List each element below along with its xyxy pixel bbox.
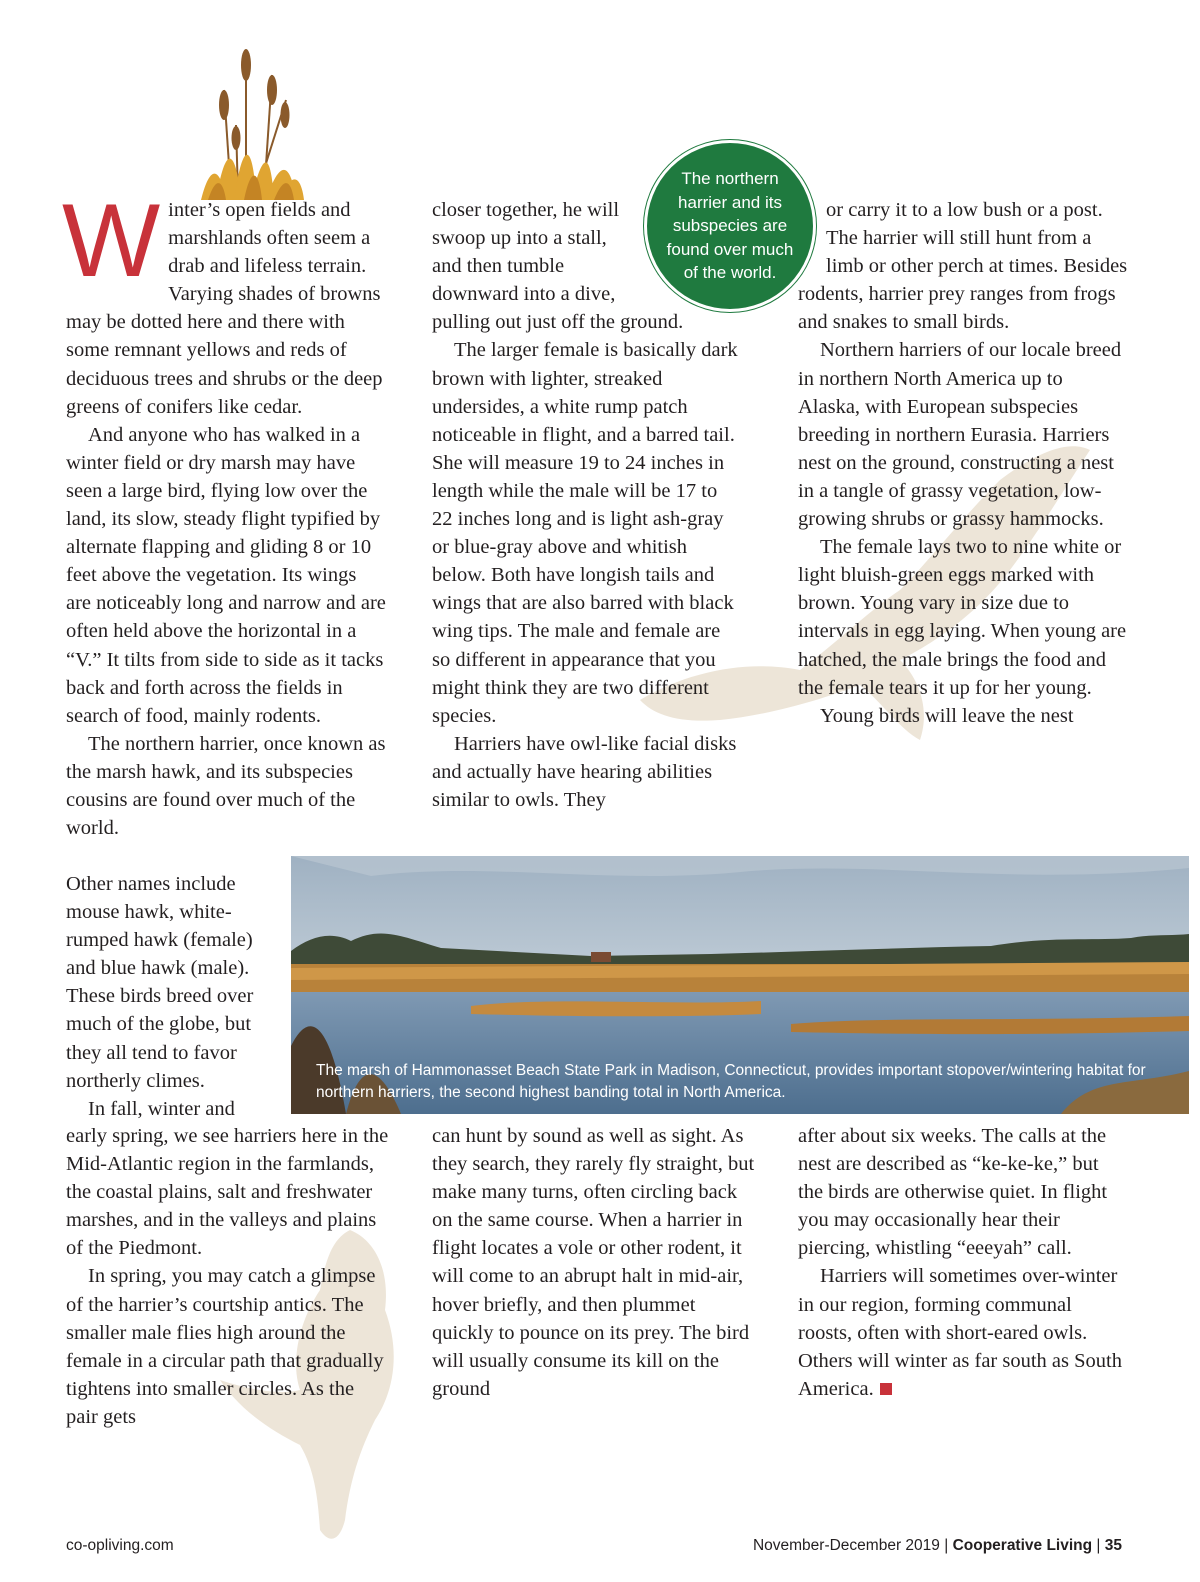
paragraph: after about six weeks. The calls at the nest are described as “ke-ke-ke,” but the birds are otherwise quiet. In flight you may occasionally hear their piercing, whistling “eeeyah” call. xyxy=(798,1125,1108,1260)
footer-separator: | xyxy=(1096,1537,1101,1554)
paragraph: Young birds will leave the nest xyxy=(820,704,1074,727)
article-column-1-top xyxy=(62,183,386,842)
cattail-illustration xyxy=(196,30,306,202)
article-column-3-top xyxy=(798,196,1128,730)
article-column-1-narrow xyxy=(66,870,280,1123)
article-column-1-bottom xyxy=(66,1122,391,1431)
article-column-3-bottom xyxy=(798,1122,1128,1403)
paragraph: Harriers will sometimes over-winter in our region, forming communal roosts, often with short-eared owls. Others will winter as far south as South America. xyxy=(798,1265,1122,1400)
pull-quote xyxy=(644,140,816,312)
pull-quote-text: The northern harrier and its subspecies are found over much of the world. xyxy=(666,169,794,283)
paragraph: In spring, you may catch a glimpse of the harrier’s courtship antics. The smaller male flies high around the female in a circular path that gradually tightens into smaller circles. As the pair gets xyxy=(66,1265,384,1428)
paragraph: or carry it to a low bush or a post. The harrier will still hunt from a limb or other perch at times. Besides rodents, harrier prey ranges from frogs and snakes to small birds. xyxy=(798,199,1128,334)
paragraph: In fall, winter and xyxy=(88,1097,235,1120)
paragraph-intro: inter’s open fields and marshlands often seem a drab and lifeless terrain. Varying shades of browns may be dotted here and there with some remnant yellows and reds of deciduous trees and shrubs or the deep greens of conifers like cedar. xyxy=(66,199,383,418)
footer-separator: | xyxy=(944,1537,949,1554)
paragraph: closer together, he will swoop up into a stall, and then tumble downward into a dive, pulling out just off the ground. xyxy=(432,199,684,334)
footer-magazine-name: Cooperative Living xyxy=(952,1537,1093,1554)
paragraph: early spring, we see harriers here in the Mid-Atlantic region in the farmlands, the coastal plains, salt and freshwater marshes, and in the valleys and plains of the Piedmont. xyxy=(66,1125,389,1260)
paragraph: Other names include mouse hawk, white-rumped hawk (female) and blue hawk (male). These birds breed over much of the globe, but they all tend to favor northerly climes. xyxy=(66,873,254,1092)
marsh-photo xyxy=(291,856,1189,1114)
footer-site: co-opliving.com xyxy=(66,1537,174,1554)
paragraph: can hunt by sound as well as sight. As they search, they rarely fly straight, but make many turns, often circling back on the same course. When a harrier in flight locates a vole or other rodent, it will come to an abrupt halt in mid-air, hover briefly, and then plummet quickly to pounce on its prey. The bird will usually consume its kill on the ground xyxy=(432,1125,755,1400)
paragraph: The female lays two to nine white or light bluish-green eggs marked with brown. Young vary in size due to intervals in egg laying. When young are hatched, the male brings the food and the female tears it up for her young. xyxy=(798,536,1127,699)
paragraph: Northern harriers of our locale breed in northern North America up to Alaska, with European subspecies breeding in northern Eurasia. Harriers nest on the ground, constructing a nest in a tangle of grassy vegetation, low-growing shrubs or grassy hammocks. xyxy=(798,339,1122,531)
paragraph: And anyone who has walked in a winter field or dry marsh may have seen a large bird, flying low over the land, its slow, steady flight typified by alternate flapping and gliding 8 or 10 feet above the vegetation. Its wings are noticeably long and narrow and are often held above the horizontal in a “V.” It tilts from side to side as it tacks back and forth across the fields in search of food, mainly rodents. xyxy=(66,423,386,727)
end-mark-square xyxy=(880,1383,892,1395)
footer-issue-date: November-December 2019 xyxy=(752,1537,940,1554)
paragraph: The larger female is basically dark brown with lighter, streaked undersides, a white rump patch noticeable in flight, and a barred tail. She will measure 19 to 24 inches in length while the male will be 17 to 22 inches long and is light ash-gray or blue-gray above and whitish below. Both have longish tails and wings that are also barred with black wing tips. The male and female are so different in appearance that you might think they are two different species. xyxy=(432,339,738,727)
paragraph: The northern harrier, once known as the marsh hawk, and its subspecies cousins are found over much of the world. xyxy=(66,732,386,840)
paragraph: Harriers have owl-like facial disks and actually have hearing abilities similar to owls. They xyxy=(432,732,737,811)
article-column-2-bottom xyxy=(432,1122,757,1403)
footer-issue-info xyxy=(753,1537,1122,1555)
drop-cap: W xyxy=(62,183,161,299)
page-number: 35 xyxy=(1104,1537,1122,1554)
photo-caption: The marsh of Hammonasset Beach State Park in Madison, Connecticut, provides important stopover/wintering habitat for northern harriers, the second highest banding total in North America. xyxy=(316,1062,1146,1101)
